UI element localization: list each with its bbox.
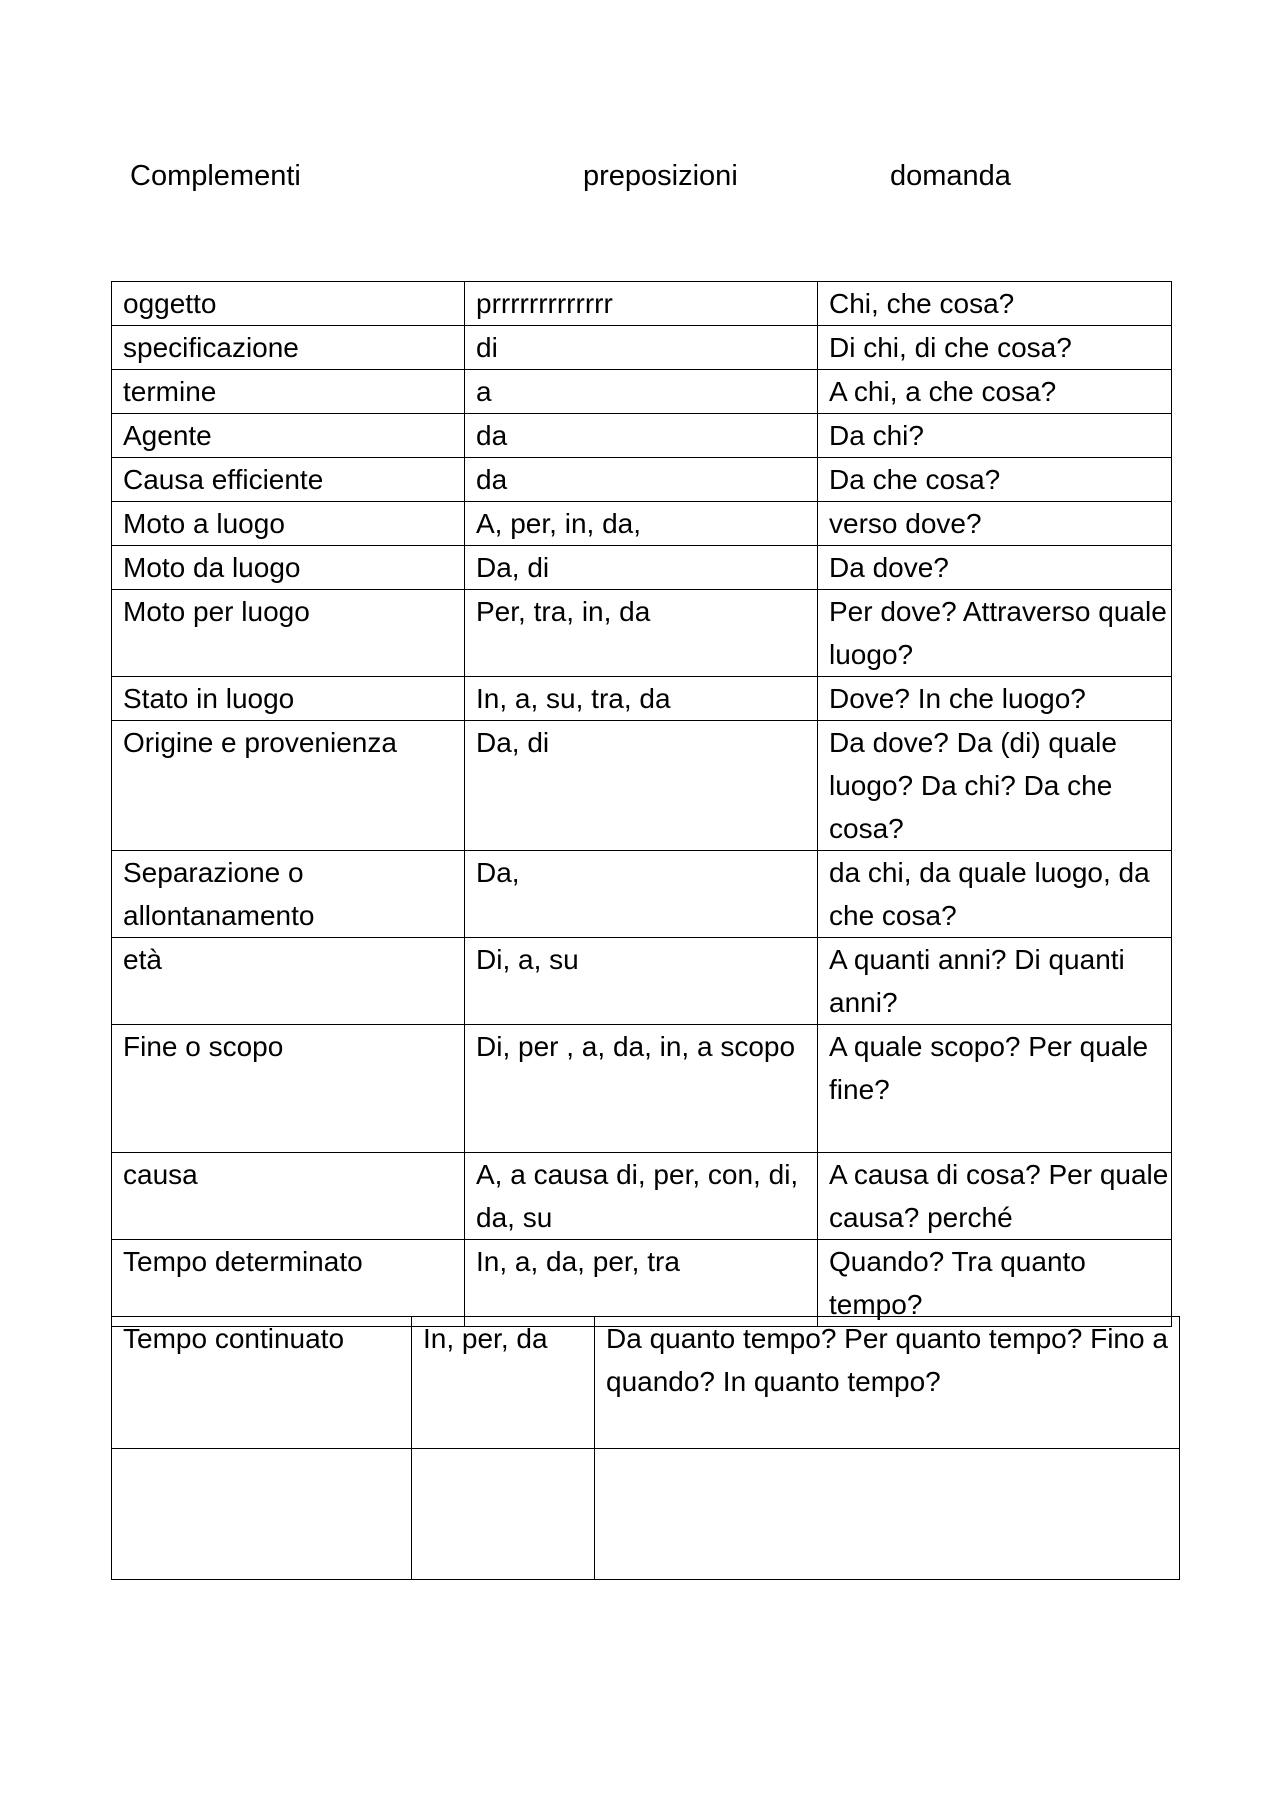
cell-complemento: Stato in luogo (112, 677, 465, 721)
table-row (112, 590, 1172, 677)
cell-preposizioni: Da, di (465, 546, 818, 590)
cell-domanda: da chi, da quale luogo, da che cosa? (818, 851, 1172, 938)
cell-complemento: Moto a luogo (112, 502, 465, 546)
cell-domanda: Quando? Tra quanto tempo? (818, 1240, 1172, 1327)
cell-domanda: verso dove? (818, 502, 1172, 546)
cell-preposizioni: In, per, da (412, 1317, 595, 1449)
cell-preposizioni: In, a, da, per, tra (465, 1240, 818, 1327)
tempo-table (111, 1316, 1180, 1580)
complementi-table (111, 281, 1172, 1327)
heading-preposizioni: preposizioni (583, 160, 738, 192)
cell-preposizioni: A, per, in, da, (465, 502, 818, 546)
table-row (112, 458, 1172, 502)
table-row (112, 1449, 1180, 1580)
table-row (112, 851, 1172, 938)
cell-complemento: oggetto (112, 282, 465, 326)
cell-domanda: Da chi? (818, 414, 1172, 458)
table-row (112, 502, 1172, 546)
cell-preposizioni: Per, tra, in, da (465, 590, 818, 677)
cell-domanda: Da che cosa? (818, 458, 1172, 502)
cell-domanda: Per dove? Attraverso quale luogo? (818, 590, 1172, 677)
cell-domanda: A quanti anni? Di quanti anni? (818, 938, 1172, 1025)
table-row (112, 677, 1172, 721)
cell-domanda: Da dove? (818, 546, 1172, 590)
table-row (112, 1240, 1172, 1327)
cell-preposizioni (412, 1449, 595, 1580)
cell-preposizioni: da (465, 414, 818, 458)
cell-preposizioni: da (465, 458, 818, 502)
table-row (112, 1025, 1172, 1153)
cell-complemento: Fine o scopo (112, 1025, 465, 1153)
cell-preposizioni: Da, (465, 851, 818, 938)
cell-preposizioni: A, a causa di, per, con, di, da, su (465, 1153, 818, 1240)
cell-domanda: Da quanto tempo? Per quanto tempo? Fino a quando? In quanto tempo? (595, 1317, 1180, 1449)
cell-complemento: Separazione o allontanamento (112, 851, 465, 938)
cell-complemento: specificazione (112, 326, 465, 370)
cell-complemento: Causa efficiente (112, 458, 465, 502)
table-row (112, 282, 1172, 326)
cell-complemento: età (112, 938, 465, 1025)
cell-domanda: A causa di cosa? Per quale causa? perché (818, 1153, 1172, 1240)
cell-complemento: Tempo determinato (112, 1240, 465, 1327)
cell-preposizioni: di (465, 326, 818, 370)
cell-domanda: Chi, che cosa? (818, 282, 1172, 326)
cell-domanda (595, 1449, 1180, 1580)
table-row (112, 1317, 1180, 1449)
cell-complemento: termine (112, 370, 465, 414)
cell-domanda: A quale scopo? Per quale fine? (818, 1025, 1172, 1153)
table-row (112, 370, 1172, 414)
table-row (112, 546, 1172, 590)
heading-complementi: Complementi (130, 160, 301, 192)
cell-preposizioni: In, a, su, tra, da (465, 677, 818, 721)
heading-domanda: domanda (890, 160, 1011, 192)
cell-domanda: Da dove? Da (di) quale luogo? Da chi? Da che cosa? (818, 721, 1172, 851)
cell-complemento: Origine e provenienza (112, 721, 465, 851)
cell-complemento: Tempo continuato (112, 1317, 412, 1449)
cell-preposizioni: Da, di (465, 721, 818, 851)
table-row (112, 938, 1172, 1025)
cell-complemento: Moto per luogo (112, 590, 465, 677)
cell-domanda: Dove? In che luogo? (818, 677, 1172, 721)
cell-complemento: Moto da luogo (112, 546, 465, 590)
cell-complemento: causa (112, 1153, 465, 1240)
table-row (112, 326, 1172, 370)
cell-domanda: A chi, a che cosa? (818, 370, 1172, 414)
cell-preposizioni: a (465, 370, 818, 414)
cell-preposizioni: Di, a, su (465, 938, 818, 1025)
table-row (112, 1153, 1172, 1240)
table-row (112, 721, 1172, 851)
cell-preposizioni: Di, per , a, da, in, a scopo (465, 1025, 818, 1153)
cell-domanda: Di chi, di che cosa? (818, 326, 1172, 370)
cell-complemento: Agente (112, 414, 465, 458)
table-row (112, 414, 1172, 458)
cell-complemento (112, 1449, 412, 1580)
cell-preposizioni: prrrrrrrrrrrrr (465, 282, 818, 326)
